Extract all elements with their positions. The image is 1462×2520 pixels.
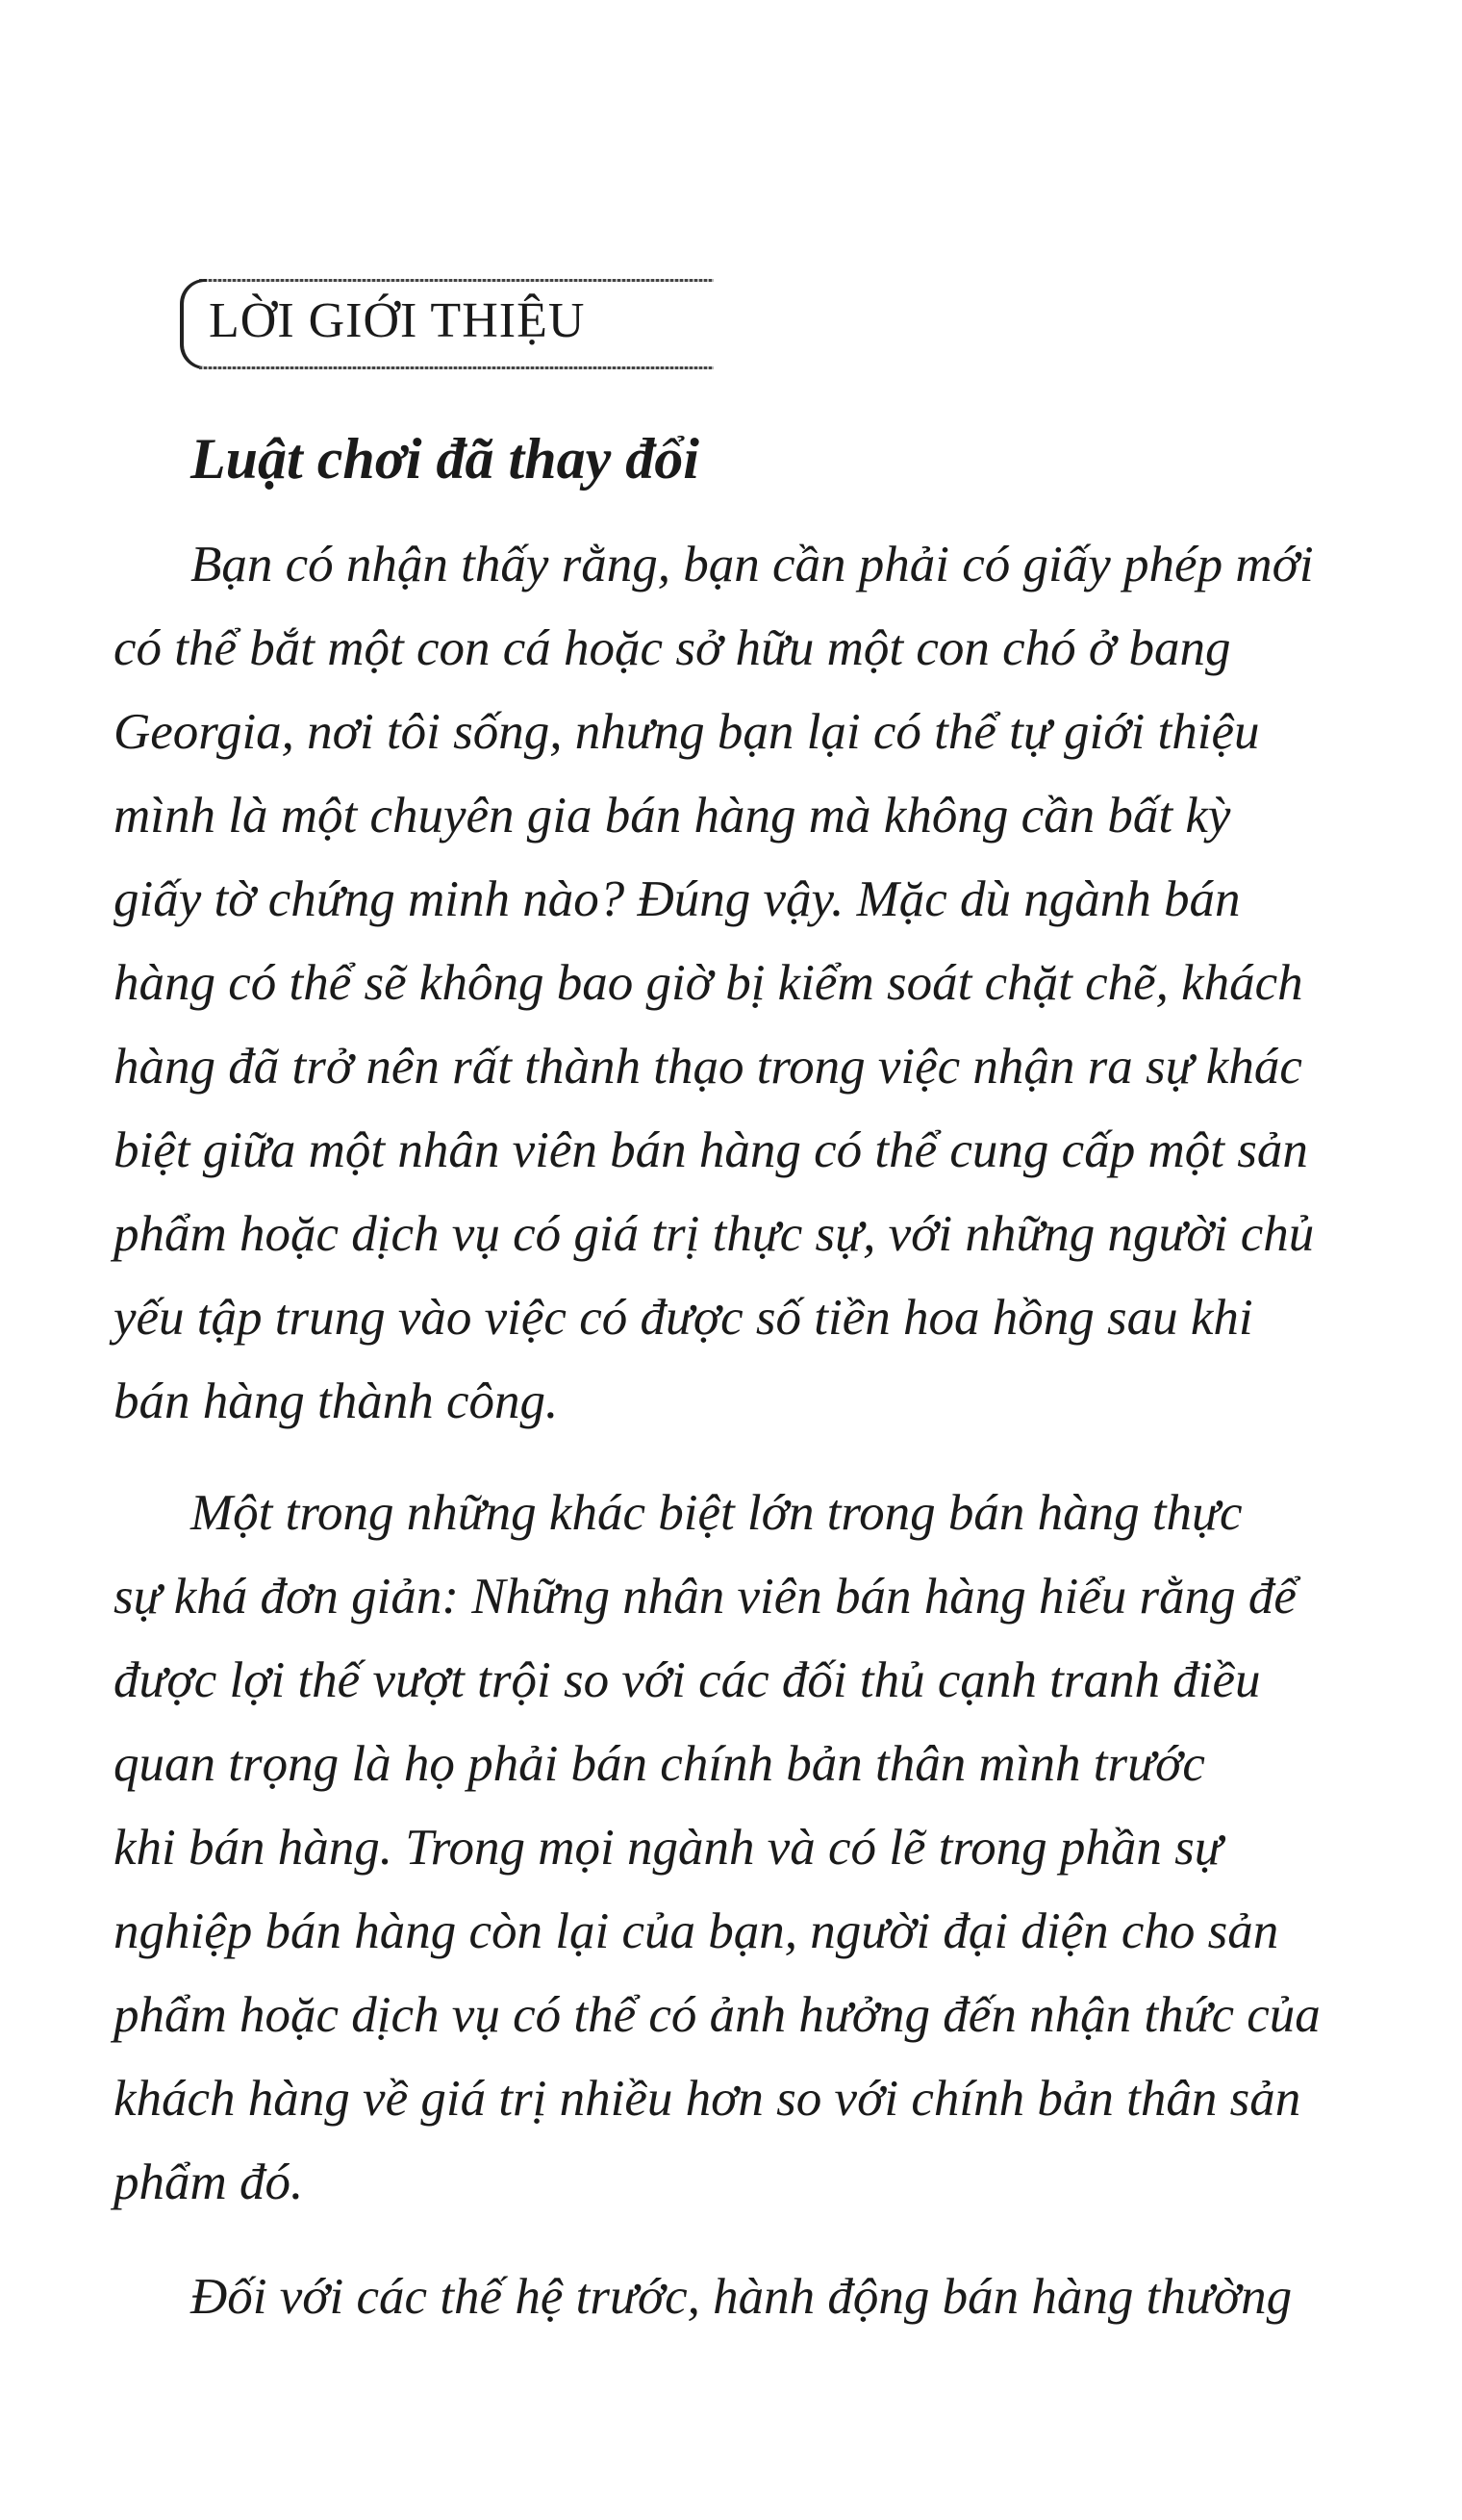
text-line: biệt giữa một nhân viên bán hàng có thể cung cấp một sản — [113, 1122, 1308, 1178]
header-rule-bottom — [199, 366, 714, 369]
text-line: hàng đã trở nên rất thành thạo trong việc nhận ra sự khác — [113, 1039, 1302, 1095]
text-line: yếu tập trung vào việc có được số tiền hoa hồng sau khi — [113, 1290, 1253, 1346]
text-line: Georgia, nơi tôi sống, nhưng bạn lại có thể tự giới thiệu — [113, 704, 1260, 760]
text-line: phẩm hoặc dịch vụ có giá trị thực sự, với những người chủ — [113, 1206, 1315, 1262]
text-line: Đối với các thế hệ trước, hành động bán hàng thường — [190, 2269, 1293, 2325]
text-line: sự khá đơn giản: Những nhân viên bán hàng hiểu rằng để — [113, 1569, 1297, 1625]
text-line: mình là một chuyên gia bán hàng mà không cần bất kỳ — [113, 788, 1231, 844]
section-header — [180, 279, 714, 369]
section-header-title: LỜI GIỚI THIỆU — [209, 293, 586, 348]
text-line: quan trọng là họ phải bán chính bản thân mình trước — [113, 1736, 1205, 1792]
text-line: Một trong những khác biệt lớn trong bán hàng thực — [190, 1485, 1243, 1541]
header-rule-top — [199, 279, 714, 282]
text-line: phẩm đó. — [113, 2155, 304, 2210]
chapter-heading: Luật chơi đã thay đổi — [190, 427, 699, 491]
text-line: phẩm hoặc dịch vụ có thể có ảnh hưởng đến nhận thức của — [113, 1987, 1321, 2043]
text-line: nghiệp bán hàng còn lại của bạn, người đại diện cho sản — [113, 1903, 1279, 1959]
text-line: Bạn có nhận thấy rằng, bạn cần phải có giấy phép mới — [190, 537, 1314, 592]
header-bracket — [180, 279, 207, 369]
text-line: bán hàng thành công. — [113, 1373, 559, 1429]
text-line: khách hàng về giá trị nhiều hơn so với chính bản thân sản — [113, 2071, 1301, 2127]
text-line: có thể bắt một con cá hoặc sở hữu một con chó ở bang — [113, 620, 1231, 676]
text-line: hàng có thể sẽ không bao giờ bị kiểm soát chặt chẽ, khách — [113, 955, 1303, 1011]
text-line: giấy tờ chứng minh nào? Đúng vậy. Mặc dù ngành bán — [113, 871, 1241, 927]
text-line: khi bán hàng. Trong mọi ngành và có lẽ trong phần sự — [113, 1820, 1223, 1876]
text-line: được lợi thế vượt trội so với các đối thủ cạnh tranh điều — [113, 1652, 1261, 1708]
